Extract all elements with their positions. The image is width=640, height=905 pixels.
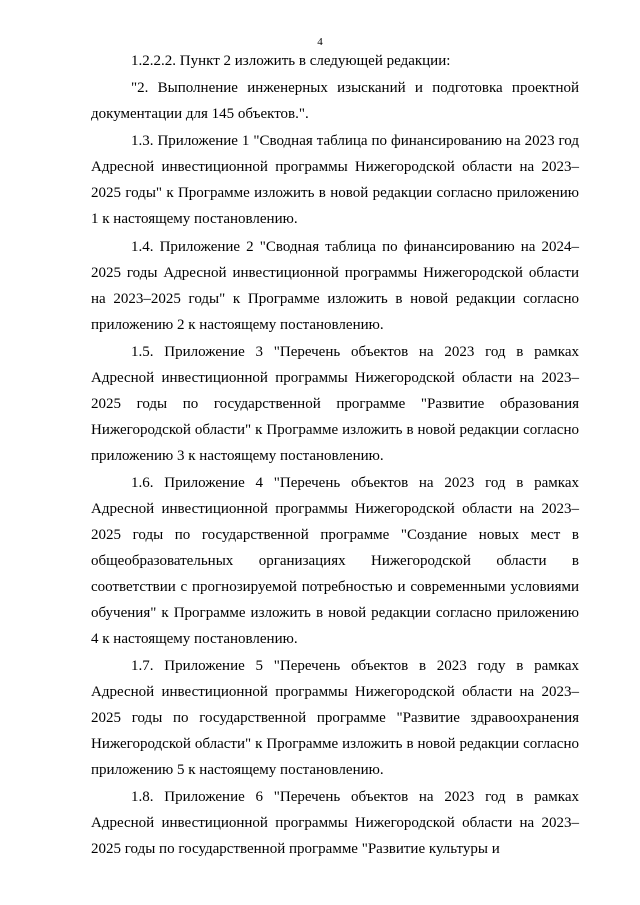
page-number: 4 [317, 36, 323, 48]
paragraph-1-8: 1.8. Приложение 6 "Перечень объектов на 2023 год в рамках Адресной инвестиционной программы Нижегородской области на 2023–2025 годы по государственной программе "Развитие культуры и [91, 789, 579, 858]
paragraph-1-3: 1.3. Приложение 1 "Сводная таблица по финансированию на 2023 год Адресной инвестиционной программы Нижегородской области на 2023–2025 годы" к Программе изложить в новой редакции согласно приложению 1 к настоящему постановлению. [91, 133, 579, 228]
paragraph-1-7: 1.7. Приложение 5 "Перечень объектов в 2023 году в рамках Адресной инвестиционной программы Нижегородской области на 2023–2025 годы по государственной программе "Развитие здравоохранения Нижегородской области" к Программе изложить в новой редакции согласно приложению 5 к настоящему постановлению. [91, 658, 579, 779]
document-body [91, 48, 579, 864]
paragraph-1-4: 1.4. Приложение 2 "Сводная таблица по финансированию на 2024–2025 годы Адресной инвестиционной программы Нижегородской области на 2023–2025 годы" к Программе изложить в новой редакции согласно приложению 2 к настоящему постановлению. [91, 238, 579, 333]
paragraph-1-6: 1.6. Приложение 4 "Перечень объектов на 2023 год в рамках Адресной инвестиционной программы Нижегородской области на 2023–2025 годы по государственной программе "Создание новых мест в общеобразовательных организациях Нижегородской области в соответствии с прогнозируемой потребностью и современными условиями обучения" к Программе изложить в новой редакции согласно приложению 4 к настоящему постановлению. [91, 474, 579, 647]
paragraph-1-2-2-2: 1.2.2.2. Пункт 2 изложить в следующей редакции: [131, 53, 451, 69]
paragraph-1-5: 1.5. Приложение 3 "Перечень объектов на 2023 год в рамках Адресной инвестиционной программы Нижегородской области на 2023–2025 годы по государственной программе "Развитие образования Нижегородской области" к Программе изложить в новой редакции согласно приложению 3 к настоящему постановлению. [91, 343, 579, 464]
paragraph-quoted-item-2: "2. Выполнение инженерных изысканий и подготовка проектной документации для 145 объектов.". [91, 80, 579, 123]
